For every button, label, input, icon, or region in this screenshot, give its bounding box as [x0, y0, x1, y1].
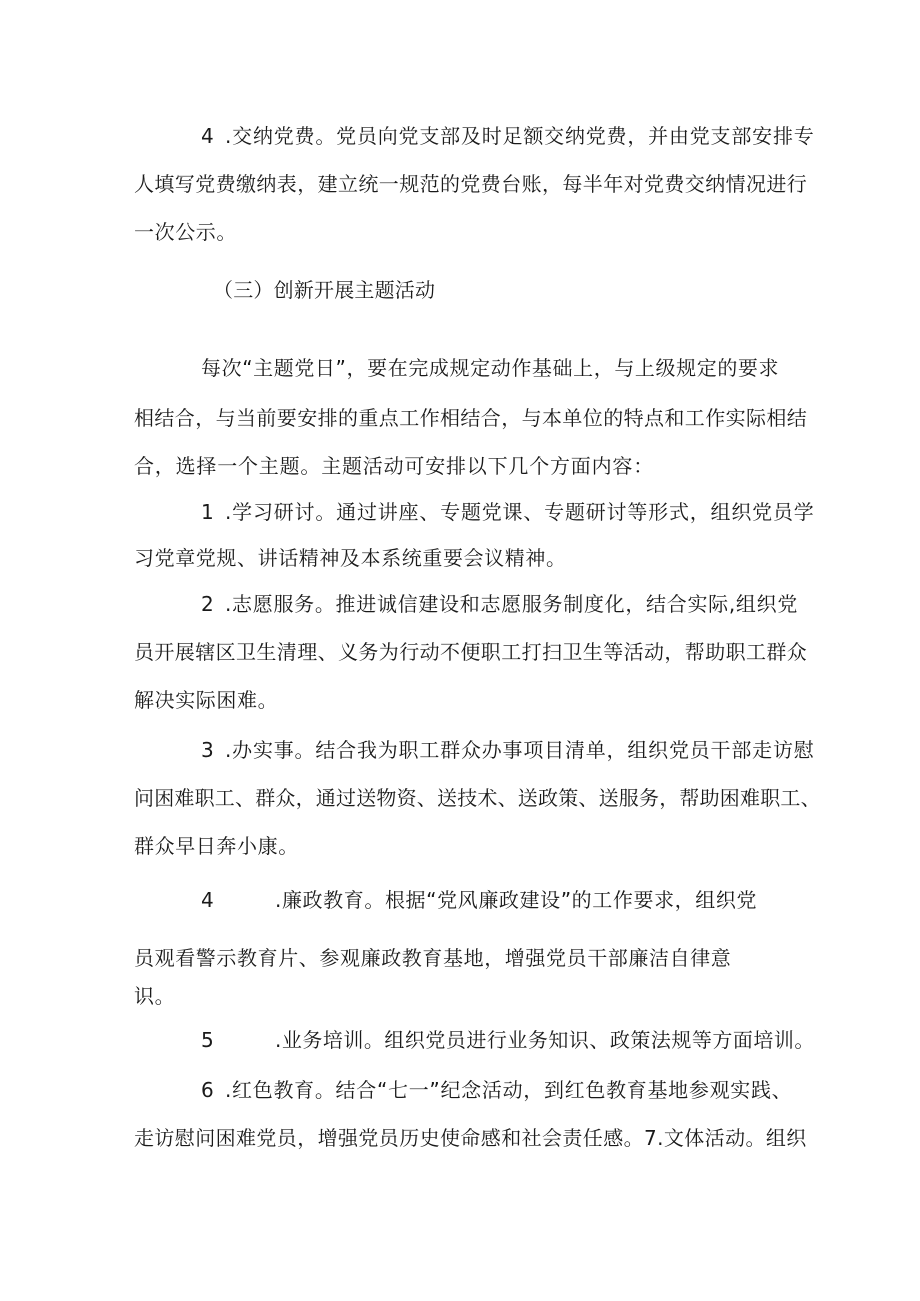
item4-fee-text: .交纳党费。党员向党支部及时足额交纳党费，并由党支部安排专	[225, 124, 815, 148]
item6-text: .红色教育。结合“七一”纪念活动，到红色教育基地参观实践、	[225, 1078, 793, 1102]
item1-line2: 习党章党规、讲话精神及本系统重要会议精神。	[134, 546, 567, 570]
item4-integrity-line3: 识。	[134, 984, 176, 1008]
item2-line1	[201, 590, 798, 618]
item1-text: .学习研讨。通过讲座、专题党课、专题研讨等形式，组织党员学	[225, 500, 815, 524]
item4-integrity-line1	[201, 886, 757, 914]
item4-fee-line3: 一次公示。	[134, 220, 237, 244]
intro-line1: 每次“主题党日”，要在完成规定动作基础上，与上级规定的要求	[201, 356, 780, 380]
item5-number: 5	[201, 1028, 215, 1052]
item3-line2: 问困难职工、群众，通过送物资、送技术、送政策、送服务，帮助困难职工、	[134, 786, 821, 810]
item1-number: 1	[201, 500, 215, 524]
item3-line1	[201, 736, 815, 764]
item6-line2: 走访慰问困难党员，增强党员历史使命感和社会责任感。7.文体活动。组织	[134, 1126, 807, 1150]
item6-number: 6	[201, 1078, 215, 1102]
item3-number: 3	[201, 738, 215, 762]
item2-number: 2	[201, 592, 215, 616]
item1-line1	[201, 498, 815, 526]
item4-integrity-line2: 员观看警示教育片、参观廉政教育基地，增强党员干部廉洁自律意	[134, 946, 732, 970]
item4-fee-line2: 人填写党费缴纳表，建立统一规范的党费台账，每半年对党费交纳情况进行	[134, 172, 808, 196]
item4-integrity-number: 4	[201, 888, 215, 912]
item5-line1	[201, 1026, 815, 1054]
item4-fee-number: 4	[201, 124, 215, 148]
item2-text: .志愿服务。推进诚信建设和志愿服务制度化，结合实际,组织党	[225, 592, 799, 616]
item3-line3: 群众早日奔小康。	[134, 834, 299, 858]
intro-line3: 合，选择一个主题。主题活动可安排以下几个方面内容：	[134, 454, 654, 478]
item4-fee-line1	[201, 122, 815, 150]
item2-line3: 解决实际困难。	[134, 688, 279, 712]
item4-integrity-text: .廉政教育。根据“党风廉政建设”的工作要求，组织党	[275, 888, 758, 912]
item2-line2: 员开展辖区卫生清理、义务为行动不便职工打扫卫生等活动，帮助职工群众	[134, 640, 808, 664]
item6-line1	[201, 1076, 792, 1104]
item3-text: .办实事。结合我为职工群众办事项目清单，组织党员干部走访慰	[225, 738, 815, 762]
intro-line2: 相结合，与当前要安排的重点工作相结合，与本单位的特点和工作实际相结	[134, 406, 808, 430]
section-heading: （三）创新开展主题活动	[213, 278, 436, 302]
item5-text: .业务培训。组织党员进行业务知识、政策法规等方面培训。	[275, 1028, 815, 1052]
